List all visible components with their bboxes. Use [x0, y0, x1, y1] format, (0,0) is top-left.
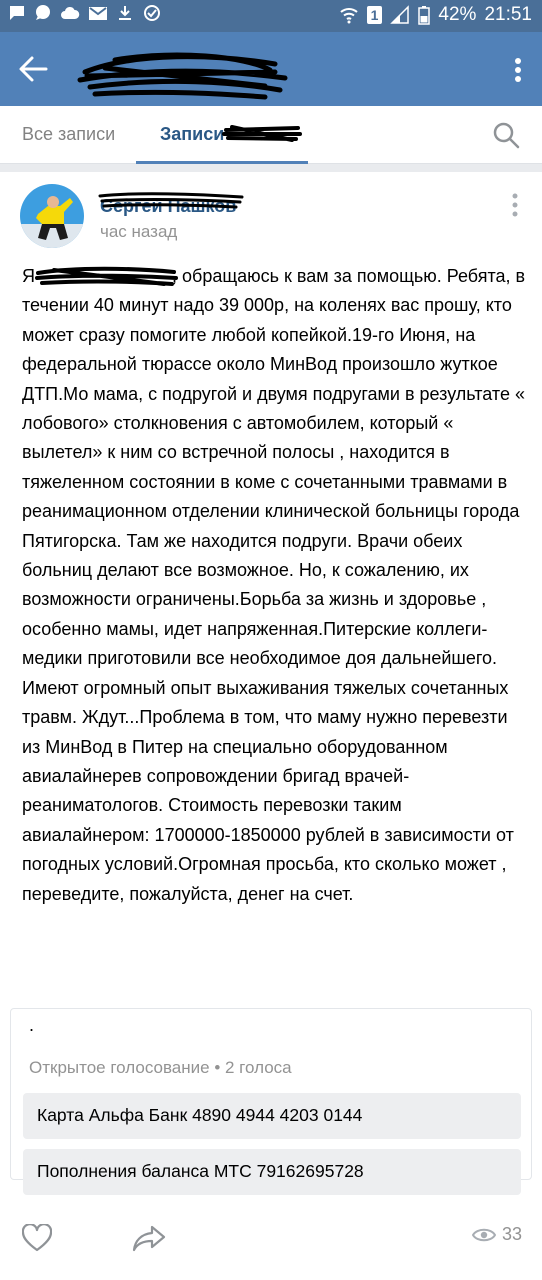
- poll-option-label: Карта Альфа Банк 4890 4944 4203 0144: [37, 1105, 363, 1125]
- like-heart-icon[interactable]: [22, 1224, 52, 1252]
- author-avatar[interactable]: [20, 184, 84, 248]
- search-icon[interactable]: [492, 121, 520, 149]
- battery-percent: 42%: [438, 4, 477, 25]
- cloud-icon: [60, 4, 80, 22]
- post-menu-icon[interactable]: [510, 192, 520, 218]
- redacted-tab-name-scribble: [222, 122, 302, 144]
- poll-option-label: Пополнения баланса МТС 79162695728: [37, 1161, 364, 1181]
- author-name[interactable]: Сергей Пашков: [100, 196, 237, 216]
- post-text-start: Я: [22, 266, 35, 286]
- redacted-title-scribble: [75, 42, 295, 102]
- signal-icon: [390, 5, 410, 25]
- message-icon: [8, 4, 26, 22]
- status-bar: [0, 0, 542, 32]
- more-vertical-icon[interactable]: [512, 56, 524, 84]
- post-text-body: , обращаюсь к вам за помощью. Ребята, в течении 40 минут надо 39 000р, на коленях вас прошу, кто может сразу помогите любой копейкой.19-го Июня, на федеральной тюрассе около МинВод произошло жуткое ДТП.Мо мама, с подругой и двумя подругами в результате « лобового» столкновения с автомобилем, который « вылетел» к ним со встречной полосы , находится в тяжеленном состоянии в коме с сочетанными травмами в реанимационном отделении клинической больницы города Пятигорска. Там же находится подруги. Врачи обеих больниц делают все возможное. Но, к сожалению, их возможности ограничены.Борьба за жизнь и здоровье , особенно мамы, идет напряженная.Питерские коллеги-медики приготовили все необходимое доя дальнейшего. Имеют огромный опыт выхаживания тяжелых сочетанных травм. Ждут...Проблема в том, что маму нужно перевезти из МинВод в Питер на специально оборудованном авиалайнерев сопровождении бригад врачей-реаниматологов. Стоимость перевозки таким авиалайнером: 1700000-1850000 рублей в зависимости от погодных условий.Огромная просьба, кто сколько может , переведите, пожалуйста, денег на счет.: [22, 266, 526, 904]
- post-time: час назад: [100, 222, 178, 241]
- battery-icon: [418, 5, 430, 25]
- poll-option[interactable]: [23, 1093, 521, 1139]
- tab-all-posts[interactable]: Все записи: [22, 124, 116, 144]
- back-arrow-icon[interactable]: [18, 55, 48, 83]
- active-tab-indicator: [136, 161, 308, 164]
- vpn-icon: [142, 4, 162, 22]
- redacted-author-scribble: [96, 188, 246, 214]
- views-count: 33: [501, 1224, 522, 1244]
- wifi-icon: [339, 5, 359, 25]
- post-actions: [0, 1200, 542, 1280]
- poll-title: .: [29, 1015, 35, 1035]
- poll-option[interactable]: [23, 1149, 521, 1195]
- eye-icon: [472, 1227, 496, 1243]
- post-text: [22, 262, 527, 909]
- post-card: [0, 172, 542, 1280]
- poll-meta: Открытое голосование • 2 голоса: [29, 1058, 292, 1077]
- gmail-icon: [88, 4, 108, 22]
- download-icon: [116, 4, 134, 22]
- redacted-text-scribble: [34, 264, 179, 290]
- app-bar: [0, 32, 542, 106]
- system-status: [339, 3, 532, 27]
- share-icon[interactable]: [132, 1224, 166, 1252]
- notification-icons: [8, 4, 162, 22]
- sim-indicator: 1: [367, 6, 383, 24]
- chat-icon: [34, 4, 52, 22]
- poll: [10, 1008, 532, 1180]
- clock: 21:51: [484, 4, 532, 25]
- tab-user-posts[interactable]: Записи: [160, 124, 225, 144]
- views-counter: [472, 1224, 522, 1245]
